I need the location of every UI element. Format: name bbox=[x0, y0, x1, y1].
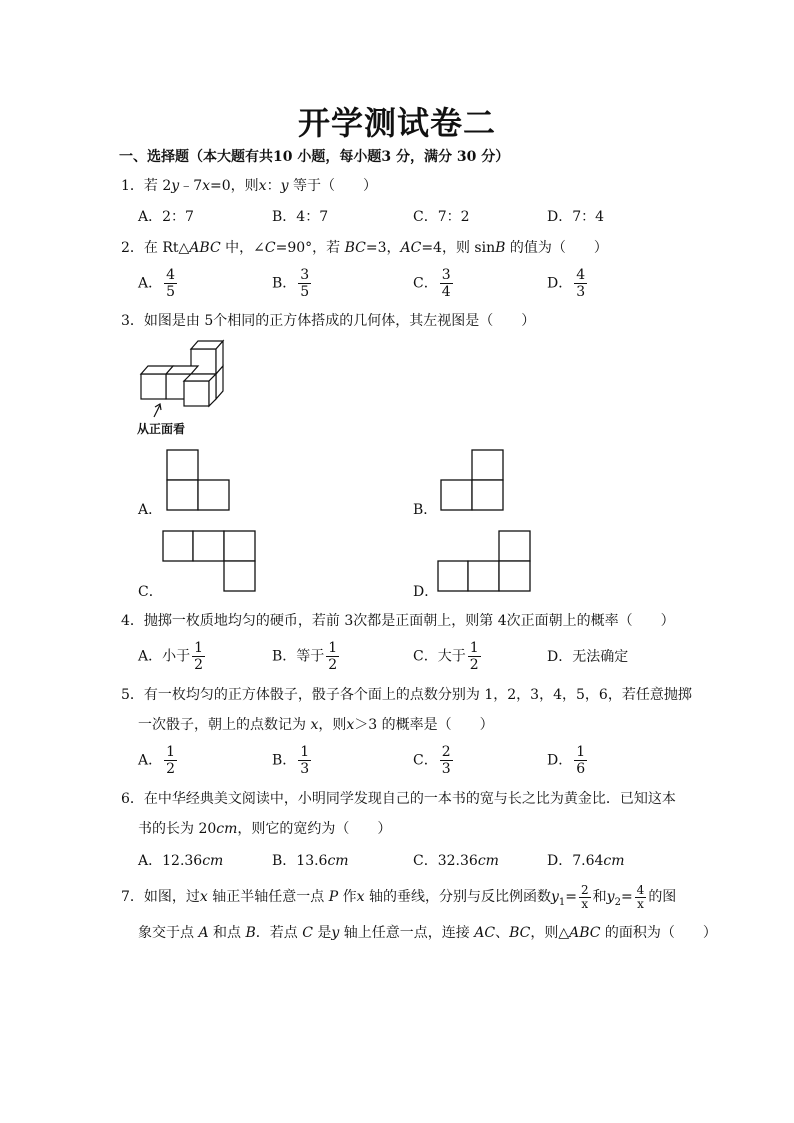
option-text: 7：2 bbox=[437, 209, 470, 225]
var-b: B bbox=[245, 925, 256, 941]
denominator: 5 bbox=[166, 284, 176, 300]
question-5-line-1 bbox=[121, 685, 692, 705]
q6-option-d[interactable] bbox=[547, 851, 625, 871]
q5-text: 有一枚均匀的正方体骰子，骰子各个面上的点数分别为 1，2，3，4，5，6，若任意抛掷 bbox=[143, 687, 692, 703]
fraction bbox=[192, 640, 205, 673]
q5-text: 一次骰子，朝上的点数记为 bbox=[138, 717, 311, 733]
q1-text: ﹣7 bbox=[179, 178, 203, 194]
fraction bbox=[164, 744, 177, 777]
q4-option-d[interactable] bbox=[547, 647, 628, 667]
numerator: 4 bbox=[166, 267, 176, 283]
numerator: 1 bbox=[576, 744, 586, 760]
option-text: 等于 bbox=[296, 648, 325, 665]
option-label: C． bbox=[413, 752, 438, 769]
option-text: 13.6 bbox=[296, 853, 328, 869]
option-label: B． bbox=[272, 209, 297, 225]
q6-text: 书的长为 20 bbox=[138, 821, 217, 837]
question-6-line-2 bbox=[138, 819, 391, 839]
option-label: D． bbox=[547, 275, 573, 292]
var-abc: ABC bbox=[189, 240, 221, 256]
question-number: 5． bbox=[121, 687, 144, 703]
unit-cm: cm bbox=[603, 853, 625, 869]
q1-option-a[interactable] bbox=[138, 207, 194, 227]
var-x: x bbox=[310, 717, 319, 733]
q7-text: 是 bbox=[312, 925, 332, 941]
var-y: y bbox=[331, 925, 340, 941]
fraction bbox=[574, 744, 587, 777]
fraction bbox=[298, 267, 311, 300]
var-x: x bbox=[258, 178, 267, 194]
fraction bbox=[440, 744, 453, 777]
option-label: B． bbox=[272, 752, 297, 769]
q6-option-b[interactable] bbox=[272, 851, 349, 871]
q2-option-c[interactable] bbox=[413, 267, 455, 300]
q5-option-a[interactable] bbox=[138, 744, 179, 777]
option-text: 小于 bbox=[162, 648, 191, 665]
q1-option-d[interactable] bbox=[547, 207, 604, 227]
numerator: 1 bbox=[166, 744, 176, 760]
unit-cm: cm bbox=[327, 853, 349, 869]
q7-text: = bbox=[565, 889, 577, 905]
q5-option-b[interactable] bbox=[272, 744, 313, 777]
numerator: 1 bbox=[300, 744, 310, 760]
fraction bbox=[579, 884, 591, 911]
numerator: 1 bbox=[328, 640, 338, 656]
q3-option-c-view bbox=[162, 530, 256, 592]
var-c: C bbox=[264, 240, 276, 256]
figure-caption: 从正面看 bbox=[137, 422, 186, 436]
fraction bbox=[298, 744, 311, 777]
numerator: 3 bbox=[441, 267, 451, 283]
q7-text: 轴的垂线，分别与反比例函数 bbox=[364, 889, 551, 905]
q1-text: 若 2 bbox=[143, 178, 172, 194]
q3-text: 如图是由 5个相同的正方体搭成的几何体，其左视图是（ ） bbox=[143, 313, 536, 329]
var-abc: ABC bbox=[569, 925, 601, 941]
q7-text: 如图，过 bbox=[143, 889, 200, 905]
option-text: 2：7 bbox=[162, 209, 194, 225]
denominator: 4 bbox=[441, 284, 451, 300]
denominator: x bbox=[637, 896, 644, 911]
var-x: x bbox=[202, 178, 211, 194]
var-bc: BC bbox=[344, 240, 366, 256]
fraction bbox=[635, 884, 647, 911]
q7-text: ．若点 bbox=[255, 925, 303, 941]
option-label: D． bbox=[547, 752, 573, 769]
q7-text: 的面积为（ ） bbox=[600, 925, 717, 941]
q2-option-d[interactable] bbox=[547, 267, 589, 300]
option-label: C． bbox=[413, 853, 438, 869]
q7-text: 和点 bbox=[208, 925, 246, 941]
q6-option-c[interactable] bbox=[413, 851, 499, 871]
subscript: 2 bbox=[614, 896, 621, 908]
question-7-line-2 bbox=[138, 923, 717, 943]
fraction bbox=[574, 267, 587, 300]
q2-text: 在 Rt△ bbox=[143, 240, 190, 256]
numerator: 4 bbox=[576, 267, 586, 283]
q3-option-b-view bbox=[440, 449, 504, 511]
option-label: A． bbox=[138, 275, 163, 292]
q7-text: 的图 bbox=[648, 889, 677, 905]
denominator: 2 bbox=[469, 657, 479, 673]
var-p: P bbox=[328, 889, 339, 905]
q3-option-d-view bbox=[437, 530, 531, 592]
option-text: 4：7 bbox=[296, 209, 329, 225]
q7-text: 、 bbox=[495, 925, 510, 941]
subscript: 1 bbox=[558, 896, 566, 908]
fraction bbox=[440, 267, 453, 300]
option-label: B． bbox=[272, 853, 297, 869]
q4-option-a[interactable] bbox=[138, 640, 207, 673]
option-label: C． bbox=[413, 648, 438, 665]
q3-option-a[interactable]: A． bbox=[138, 502, 163, 518]
q7-text: 轴上任意一点，连接 bbox=[339, 925, 475, 941]
option-text: 12.36 bbox=[162, 853, 203, 869]
denominator: 6 bbox=[576, 761, 586, 777]
var-b: B bbox=[495, 240, 506, 256]
q7-text: 作 bbox=[338, 889, 357, 905]
option-text: 7.64 bbox=[572, 853, 604, 869]
option-label: C． bbox=[413, 275, 438, 292]
denominator: 3 bbox=[441, 761, 451, 777]
option-text: 大于 bbox=[437, 648, 466, 665]
numerator: 2 bbox=[581, 882, 589, 897]
var-y: y bbox=[171, 178, 180, 194]
q2-text: =4，则 sin bbox=[421, 240, 496, 256]
question-number: 2． bbox=[121, 240, 144, 256]
q3-option-d[interactable]: D． bbox=[413, 584, 439, 600]
var-x: x bbox=[346, 717, 355, 733]
q7-text: 轴正半轴任意一点 bbox=[207, 889, 329, 905]
option-label: C． bbox=[413, 209, 438, 225]
q7-text: ，则△ bbox=[530, 925, 570, 941]
unit-cm: cm bbox=[202, 853, 224, 869]
var-bc: BC bbox=[509, 925, 531, 941]
option-label: B． bbox=[272, 648, 297, 665]
question-number: 3． bbox=[121, 313, 144, 329]
var-c: C bbox=[302, 925, 313, 941]
question-number: 7． bbox=[121, 889, 144, 905]
q4-text: 抛掷一枚质地均匀的硬币，若前 3次都是正面朝上，则第 4次正面朝上的概率（ ） bbox=[143, 613, 675, 629]
var-ac: AC bbox=[474, 925, 496, 941]
q4-option-b[interactable] bbox=[272, 640, 341, 673]
question-3 bbox=[121, 311, 535, 331]
fraction bbox=[468, 640, 481, 673]
option-label: B． bbox=[272, 275, 297, 292]
var-y: y bbox=[280, 178, 289, 194]
question-number: 1． bbox=[121, 178, 144, 194]
q3-option-c[interactable]: C． bbox=[138, 584, 163, 600]
var-x: x bbox=[199, 889, 208, 905]
denominator: 3 bbox=[300, 761, 310, 777]
option-label: D． bbox=[547, 209, 573, 225]
denominator: x bbox=[581, 896, 589, 911]
cube-figure bbox=[138, 337, 238, 417]
var-y: y bbox=[606, 889, 615, 905]
q2-option-b[interactable] bbox=[272, 267, 313, 300]
q2-text: 中，∠ bbox=[220, 240, 265, 256]
page-title: 开学测试卷二 bbox=[297, 104, 496, 142]
q4-option-c[interactable] bbox=[413, 640, 483, 673]
q3-option-b[interactable]: B． bbox=[413, 502, 438, 518]
q1-text: ： bbox=[266, 178, 281, 194]
option-text: 无法确定 bbox=[572, 649, 629, 665]
q2-option-a[interactable] bbox=[138, 267, 179, 300]
q7-text: = bbox=[620, 889, 633, 905]
question-4 bbox=[121, 611, 675, 631]
q3-option-a-view bbox=[166, 449, 230, 511]
q1-option-b[interactable] bbox=[272, 207, 328, 227]
var-x: x bbox=[356, 889, 365, 905]
option-label: A． bbox=[138, 752, 163, 769]
q6-option-a[interactable] bbox=[138, 851, 223, 871]
option-label: D． bbox=[547, 649, 573, 665]
denominator: 3 bbox=[576, 284, 586, 300]
q5-option-c[interactable] bbox=[413, 744, 455, 777]
question-1 bbox=[121, 176, 377, 196]
option-text: 7：4 bbox=[572, 209, 605, 225]
numerator: 3 bbox=[300, 267, 310, 283]
q5-text: ＞3 的概率是（ ） bbox=[354, 717, 494, 733]
var-a: A bbox=[198, 925, 209, 941]
option-label: A． bbox=[138, 648, 163, 665]
option-text: 32.36 bbox=[437, 853, 478, 869]
fraction bbox=[326, 640, 339, 673]
numerator: 1 bbox=[194, 640, 204, 656]
q1-text: 等于（ ） bbox=[288, 178, 377, 194]
question-7-line-1 bbox=[121, 882, 676, 918]
q1-text: =0，则 bbox=[210, 178, 259, 194]
denominator: 5 bbox=[300, 284, 310, 300]
option-label: A． bbox=[138, 209, 163, 225]
q5-text: ，则 bbox=[318, 717, 347, 733]
q2-text: =90°，若 bbox=[275, 240, 345, 256]
var-ac: AC bbox=[400, 240, 422, 256]
q5-option-d[interactable] bbox=[547, 744, 589, 777]
denominator: 2 bbox=[194, 657, 204, 673]
var-y: y bbox=[550, 889, 559, 905]
question-number: 4． bbox=[121, 613, 144, 629]
section-heading: 一、选择题（本大题有共10 小题，每小题3 分，满分 30 分） bbox=[119, 149, 510, 165]
numerator: 1 bbox=[469, 640, 479, 656]
numerator: 4 bbox=[636, 882, 645, 897]
fraction bbox=[164, 267, 177, 300]
q2-text: =3， bbox=[365, 240, 401, 256]
q7-text: 象交于点 bbox=[138, 925, 199, 941]
unit-cm: cm bbox=[216, 821, 238, 837]
question-5-line-2 bbox=[138, 715, 494, 735]
option-label: A． bbox=[138, 853, 163, 869]
denominator: 2 bbox=[166, 761, 176, 777]
question-2 bbox=[121, 238, 608, 258]
q1-option-c[interactable] bbox=[413, 207, 470, 227]
question-number: 6． bbox=[121, 791, 144, 807]
q7-text: 和 bbox=[592, 889, 607, 905]
q6-text: 在中华经典美文阅读中，小明同学发现自己的一本书的宽与长之比为黄金比．已知这本 bbox=[143, 791, 676, 807]
question-6-line-1 bbox=[121, 789, 676, 809]
option-label: D． bbox=[547, 853, 573, 869]
unit-cm: cm bbox=[477, 853, 499, 869]
numerator: 2 bbox=[441, 744, 451, 760]
q6-text: ，则它的宽约为（ ） bbox=[237, 821, 392, 837]
denominator: 2 bbox=[328, 657, 338, 673]
q2-text: 的值为（ ） bbox=[505, 240, 608, 256]
